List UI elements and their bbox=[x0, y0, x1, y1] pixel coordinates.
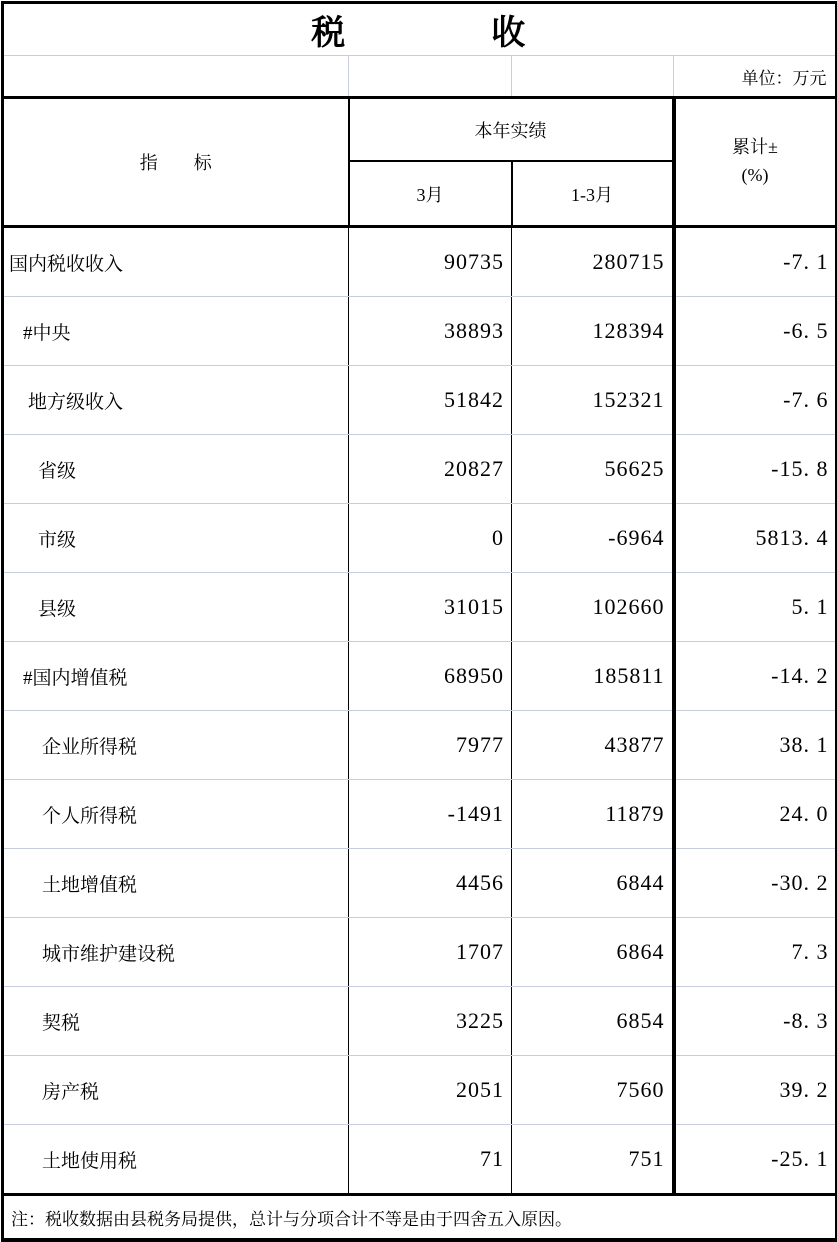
row-label: 地方级收入 bbox=[3, 366, 349, 435]
cumulative-value: -6964 bbox=[512, 504, 674, 573]
cumulative-value: 152321 bbox=[512, 366, 674, 435]
cumulative-value: 6864 bbox=[512, 918, 674, 987]
percent-change-value: 38. 1 bbox=[674, 711, 837, 780]
month-value: 71 bbox=[349, 1125, 512, 1195]
cumulative-value: 185811 bbox=[512, 642, 674, 711]
column-header-cumulative-change bbox=[674, 98, 837, 227]
month-value: 31015 bbox=[349, 573, 512, 642]
unit-row bbox=[3, 56, 837, 98]
month-value: 0 bbox=[349, 504, 512, 573]
month-value: 51842 bbox=[349, 366, 512, 435]
table-row bbox=[3, 366, 837, 435]
unit-row-spacer bbox=[512, 56, 674, 98]
row-label: 房产税 bbox=[3, 1056, 349, 1125]
percent-change-value: 5813. 4 bbox=[674, 504, 837, 573]
percent-change-value: 24. 0 bbox=[674, 780, 837, 849]
column-header-group: 本年实绩 bbox=[349, 98, 674, 162]
table-row bbox=[3, 849, 837, 918]
month-value: 3225 bbox=[349, 987, 512, 1056]
column-header-month: 3月 bbox=[349, 161, 512, 227]
cumulative-value: 56625 bbox=[512, 435, 674, 504]
month-value: 20827 bbox=[349, 435, 512, 504]
percent-change-value: -8. 3 bbox=[674, 987, 837, 1056]
cumulative-change-unit: (%) bbox=[741, 165, 769, 185]
month-value: -1491 bbox=[349, 780, 512, 849]
month-value: 1707 bbox=[349, 918, 512, 987]
unit-label: 单位：万元 bbox=[674, 56, 837, 98]
unit-row-spacer bbox=[3, 56, 349, 98]
cumulative-change-label: 累计± bbox=[732, 137, 778, 158]
cumulative-value: 751 bbox=[512, 1125, 674, 1195]
month-value: 68950 bbox=[349, 642, 512, 711]
column-header-indicator: 指 标 bbox=[3, 98, 349, 227]
cumulative-value: 11879 bbox=[512, 780, 674, 849]
month-value: 7977 bbox=[349, 711, 512, 780]
cumulative-value: 6854 bbox=[512, 987, 674, 1056]
footnote-text: 注：税收数据由县税务局提供，总计与分项合计不等是由于四舍五入原因。 bbox=[3, 1195, 837, 1241]
unit-row-spacer bbox=[349, 56, 512, 98]
cumulative-value: 7560 bbox=[512, 1056, 674, 1125]
percent-change-value: -14. 2 bbox=[674, 642, 837, 711]
row-label: 土地增值税 bbox=[3, 849, 349, 918]
row-label: #中央 bbox=[3, 297, 349, 366]
footnote-row bbox=[3, 1195, 837, 1241]
row-label: 市级 bbox=[3, 504, 349, 573]
row-label: 企业所得税 bbox=[3, 711, 349, 780]
percent-change-value: 5. 1 bbox=[674, 573, 837, 642]
title-row bbox=[3, 3, 837, 56]
percent-change-value: -30. 2 bbox=[674, 849, 837, 918]
row-label: 契税 bbox=[3, 987, 349, 1056]
percent-change-value: -15. 8 bbox=[674, 435, 837, 504]
percent-change-value: -6. 5 bbox=[674, 297, 837, 366]
table-row bbox=[3, 1056, 837, 1125]
month-value: 2051 bbox=[349, 1056, 512, 1125]
cumulative-value: 280715 bbox=[512, 227, 674, 297]
cumulative-value: 6844 bbox=[512, 849, 674, 918]
cumulative-value: 128394 bbox=[512, 297, 674, 366]
table-row bbox=[3, 435, 837, 504]
percent-change-value: 7. 3 bbox=[674, 918, 837, 987]
percent-change-value: -25. 1 bbox=[674, 1125, 837, 1195]
percent-change-value: -7. 6 bbox=[674, 366, 837, 435]
cumulative-value: 102660 bbox=[512, 573, 674, 642]
row-label: #国内增值税 bbox=[3, 642, 349, 711]
month-value: 38893 bbox=[349, 297, 512, 366]
table-row bbox=[3, 1125, 837, 1195]
month-value: 90735 bbox=[349, 227, 512, 297]
table-row bbox=[3, 987, 837, 1056]
row-label: 国内税收收入 bbox=[3, 227, 349, 297]
row-label: 土地使用税 bbox=[3, 1125, 349, 1195]
table-row bbox=[3, 227, 837, 297]
table-row bbox=[3, 711, 837, 780]
table-row bbox=[3, 297, 837, 366]
table-row bbox=[3, 504, 837, 573]
month-value: 4456 bbox=[349, 849, 512, 918]
percent-change-value: -7. 1 bbox=[674, 227, 837, 297]
table-row bbox=[3, 573, 837, 642]
table-row bbox=[3, 918, 837, 987]
row-label: 城市维护建设税 bbox=[3, 918, 349, 987]
page-title: 税 收 bbox=[3, 3, 837, 56]
table-row bbox=[3, 642, 837, 711]
row-label: 省级 bbox=[3, 435, 349, 504]
percent-change-value: 39. 2 bbox=[674, 1056, 837, 1125]
column-header-cumulative: 1-3月 bbox=[512, 161, 674, 227]
row-label: 县级 bbox=[3, 573, 349, 642]
header-row-top bbox=[3, 98, 837, 162]
cumulative-value: 43877 bbox=[512, 711, 674, 780]
tax-revenue-table bbox=[1, 1, 837, 1242]
row-label: 个人所得税 bbox=[3, 780, 349, 849]
table-row bbox=[3, 780, 837, 849]
